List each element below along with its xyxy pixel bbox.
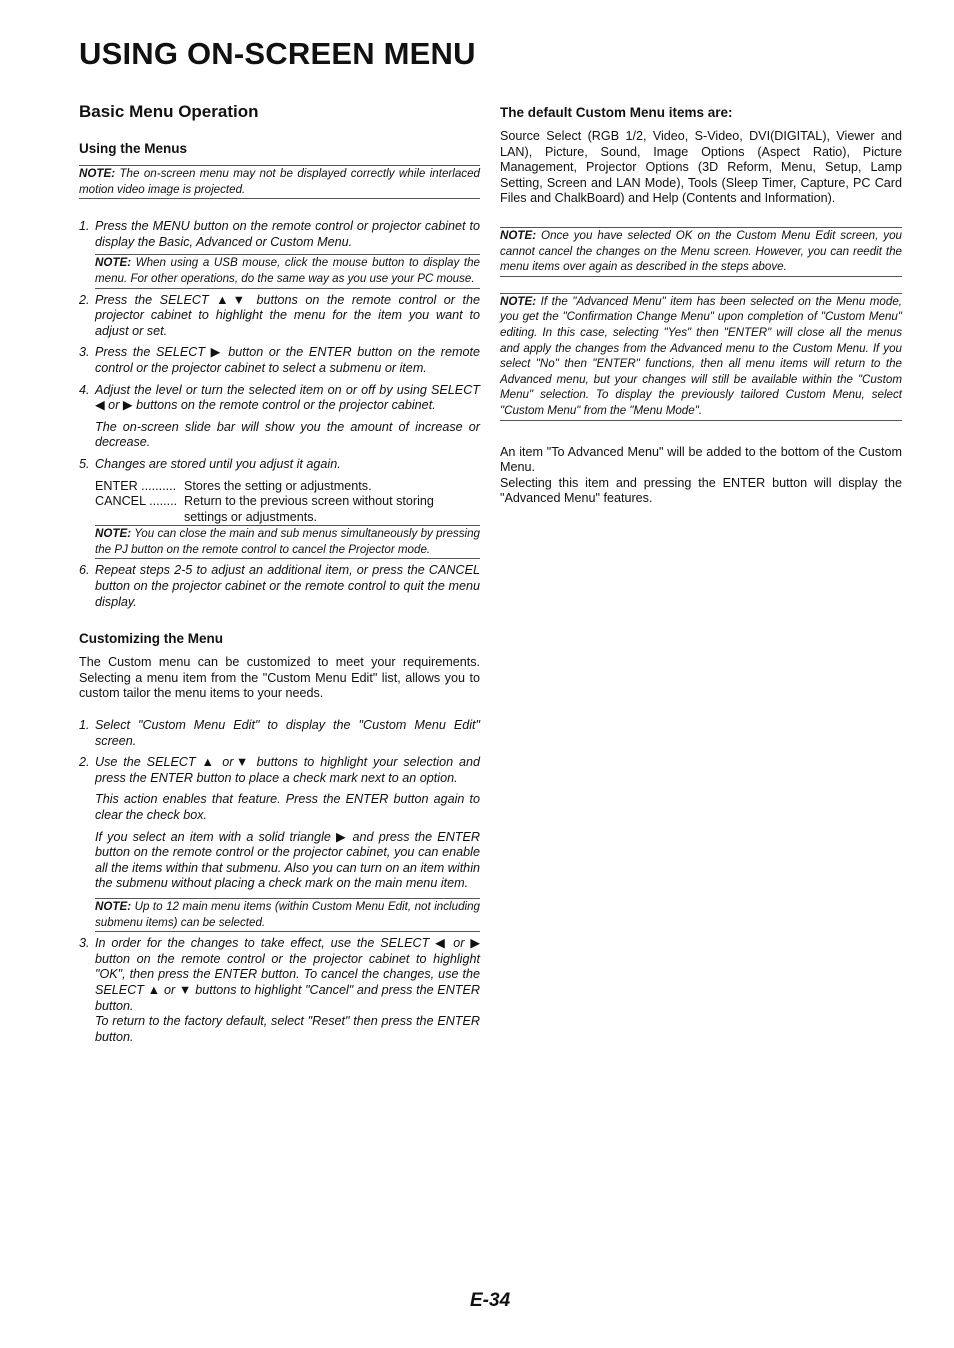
note-close-menus — [95, 525, 480, 559]
definition-description: Return to the previous screen without storing settings or adjustments. — [184, 494, 434, 524]
step-text: Use the SELECT ▲ or▼ buttons to highlight your selection and press the ENTER button to place a check mark next to an option. — [95, 755, 480, 785]
note-text: The on-screen menu may not be displayed correctly while interlaced motion video image is projected. — [79, 167, 480, 196]
list-item-step-4 — [79, 383, 480, 414]
note-label: NOTE: — [500, 294, 537, 308]
right-column — [500, 100, 902, 507]
subheading-using-the-menus: Using the Menus — [79, 141, 188, 156]
list-item-custom-step-2 — [79, 755, 480, 786]
definition-term: ENTER .......... — [95, 478, 177, 493]
step-number: 4. — [79, 382, 90, 397]
left-column — [79, 100, 480, 1045]
note-max-items — [95, 898, 480, 932]
step-number: 5. — [79, 456, 90, 471]
list-item-step-6 — [79, 563, 480, 610]
step-4-detail: The on-screen slide bar will show you the amount of increase or decrease. — [95, 419, 480, 450]
custom-step-2-detail-2: If you select an item with a solid triangle ▶ and press the ENTER button on the remote control or the projector cabinet, you can enable all the items within that submenu. Also you can turn on an item within the submenu without placing a check mark on the main menu item. — [95, 829, 480, 891]
note-ok-custom-menu — [500, 227, 902, 277]
list-item-step-1 — [79, 219, 480, 250]
step-number: 6. — [79, 563, 90, 578]
step-number: 2. — [79, 292, 90, 307]
list-item-step-2 — [79, 293, 480, 340]
list-item-step-3 — [79, 345, 480, 376]
note-label: NOTE: — [95, 256, 132, 270]
list-item-custom-step-1 — [79, 718, 480, 749]
note-text: Once you have selected OK on the Custom Menu Edit screen, you cannot cancel the changes on the Menu screen. However, you can reedit the menu items over again as described in the steps above. — [500, 228, 902, 274]
note-text: If the "Advanced Menu" item has been selected on the Menu mode, you get the "Confirmation Change Menu" upon completion of "Custom Menu" editing. In this case, selecting "Yes" then "ENTER" will close all the menus and apply the changes from the Advanced menu to the Custom Menu. If you select "No" then "ENTER" functions, then all menu items will return to the Advanced menu, but your changes will still be available within the "Custom Menu" selection. To display the previously tailored Custom Menu, select "Custom Menu" from the "Menu Mode". — [500, 294, 902, 417]
note-interlaced — [79, 165, 480, 199]
definition-description: Stores the setting or adjustments. — [184, 478, 372, 493]
step-number: 1. — [79, 718, 90, 733]
list-item-step-5 — [79, 457, 480, 473]
note-advanced-menu — [500, 293, 902, 421]
customizing-intro: The Custom menu can be customized to meet your requirements. Selecting a menu item from the "Custom Menu Edit" list, allows you to custom tailor the menu items to your needs. — [79, 655, 480, 701]
to-advanced-menu-text-2: Selecting this item and pressing the ENTER button will display the "Advanced Menu" features. — [500, 475, 902, 506]
step-text: In order for the changes to take effect, use the SELECT ◀ or ▶ button on the remote control or the projector cabinet to highlight "OK", then press the ENTER button. To cancel the changes, use the SELECT ▲ or ▼ buttons to highlight "Cancel" and press the ENTER button. — [95, 936, 480, 1013]
to-advanced-menu-text-1: An item "To Advanced Menu" will be added to the bottom of the Custom Menu. — [500, 444, 902, 475]
step-number: 1. — [79, 219, 90, 234]
note-label: NOTE: — [79, 167, 116, 180]
step-text: Repeat steps 2-5 to adjust an additional item, or press the CANCEL button on the projector cabinet or the remote control to quit the menu display. — [95, 563, 480, 609]
step-text: Press the SELECT ▶ button or the ENTER button on the remote control or the projector cabinet to select a submenu or item. — [95, 345, 480, 375]
step-text: Press the SELECT ▲▼ buttons on the remote control or the projector cabinet to highlight the menu for the item you want to adjust or set. — [95, 292, 480, 338]
step-text: Changes are stored until you adjust it again. — [95, 456, 341, 471]
custom-step-2-detail-1: This action enables that feature. Press the ENTER button again to clear the check box. — [95, 792, 480, 822]
page-number: E-34 — [470, 1290, 511, 1311]
step-number: 3. — [79, 936, 90, 951]
list-item-custom-step-3 — [79, 936, 480, 1014]
note-usb-mouse — [95, 254, 480, 288]
note-text: Up to 12 main menu items (within Custom Menu Edit, not including submenu items) can be selected. — [95, 899, 480, 929]
definition-enter — [95, 479, 480, 495]
definition-term: CANCEL ........ — [95, 494, 178, 509]
note-label: NOTE: — [500, 228, 537, 242]
definition-cancel — [95, 494, 480, 525]
subheading-customizing-the-menu: Customizing the Menu — [79, 631, 223, 647]
note-text: When using a USB mouse, click the mouse button to display the menu. For other operations, do the same way as you use your PC mouse. — [95, 256, 480, 285]
section-heading-basic-menu-operation: Basic Menu Operation — [79, 102, 259, 121]
step-number: 3. — [79, 345, 90, 360]
default-items-text: Source Select (RGB 1/2, Video, S-Video, DVI(DIGITAL), Viewer and LAN), Picture, Sound, Image Options (Aspect Ratio), Picture Management, Projector Options (3D Reform, Menu, Setup, Lamp Setting, Screen and LAN Mode), Tools (Sleep Timer, Capture, PC Card Files and ChalkBoard) and Help (Contents and Information). — [500, 129, 902, 206]
step-text: Select "Custom Menu Edit" to display the "Custom Menu Edit" screen. — [95, 718, 480, 748]
subheading-default-custom-menu-items: The default Custom Menu items are: — [500, 105, 733, 120]
note-text: You can close the main and sub menus simultaneously by pressing the PJ button on the remote control to cancel the Projector mode. — [95, 527, 480, 556]
note-label: NOTE: — [95, 527, 132, 541]
step-number: 2. — [79, 755, 90, 770]
custom-step-3-detail: To return to the factory default, select "Reset" then press the ENTER button. — [95, 1014, 480, 1044]
step-text: Adjust the level or turn the selected item on or off by using SELECT ◀ or ▶ buttons on the remote control or the projector cabinet. — [95, 382, 480, 413]
page-title: USING ON-SCREEN MENU — [79, 36, 476, 71]
step-text: Press the MENU button on the remote control or projector cabinet to display the Basic, Advanced or Custom Menu. — [95, 219, 480, 249]
note-label: NOTE: — [95, 899, 132, 913]
